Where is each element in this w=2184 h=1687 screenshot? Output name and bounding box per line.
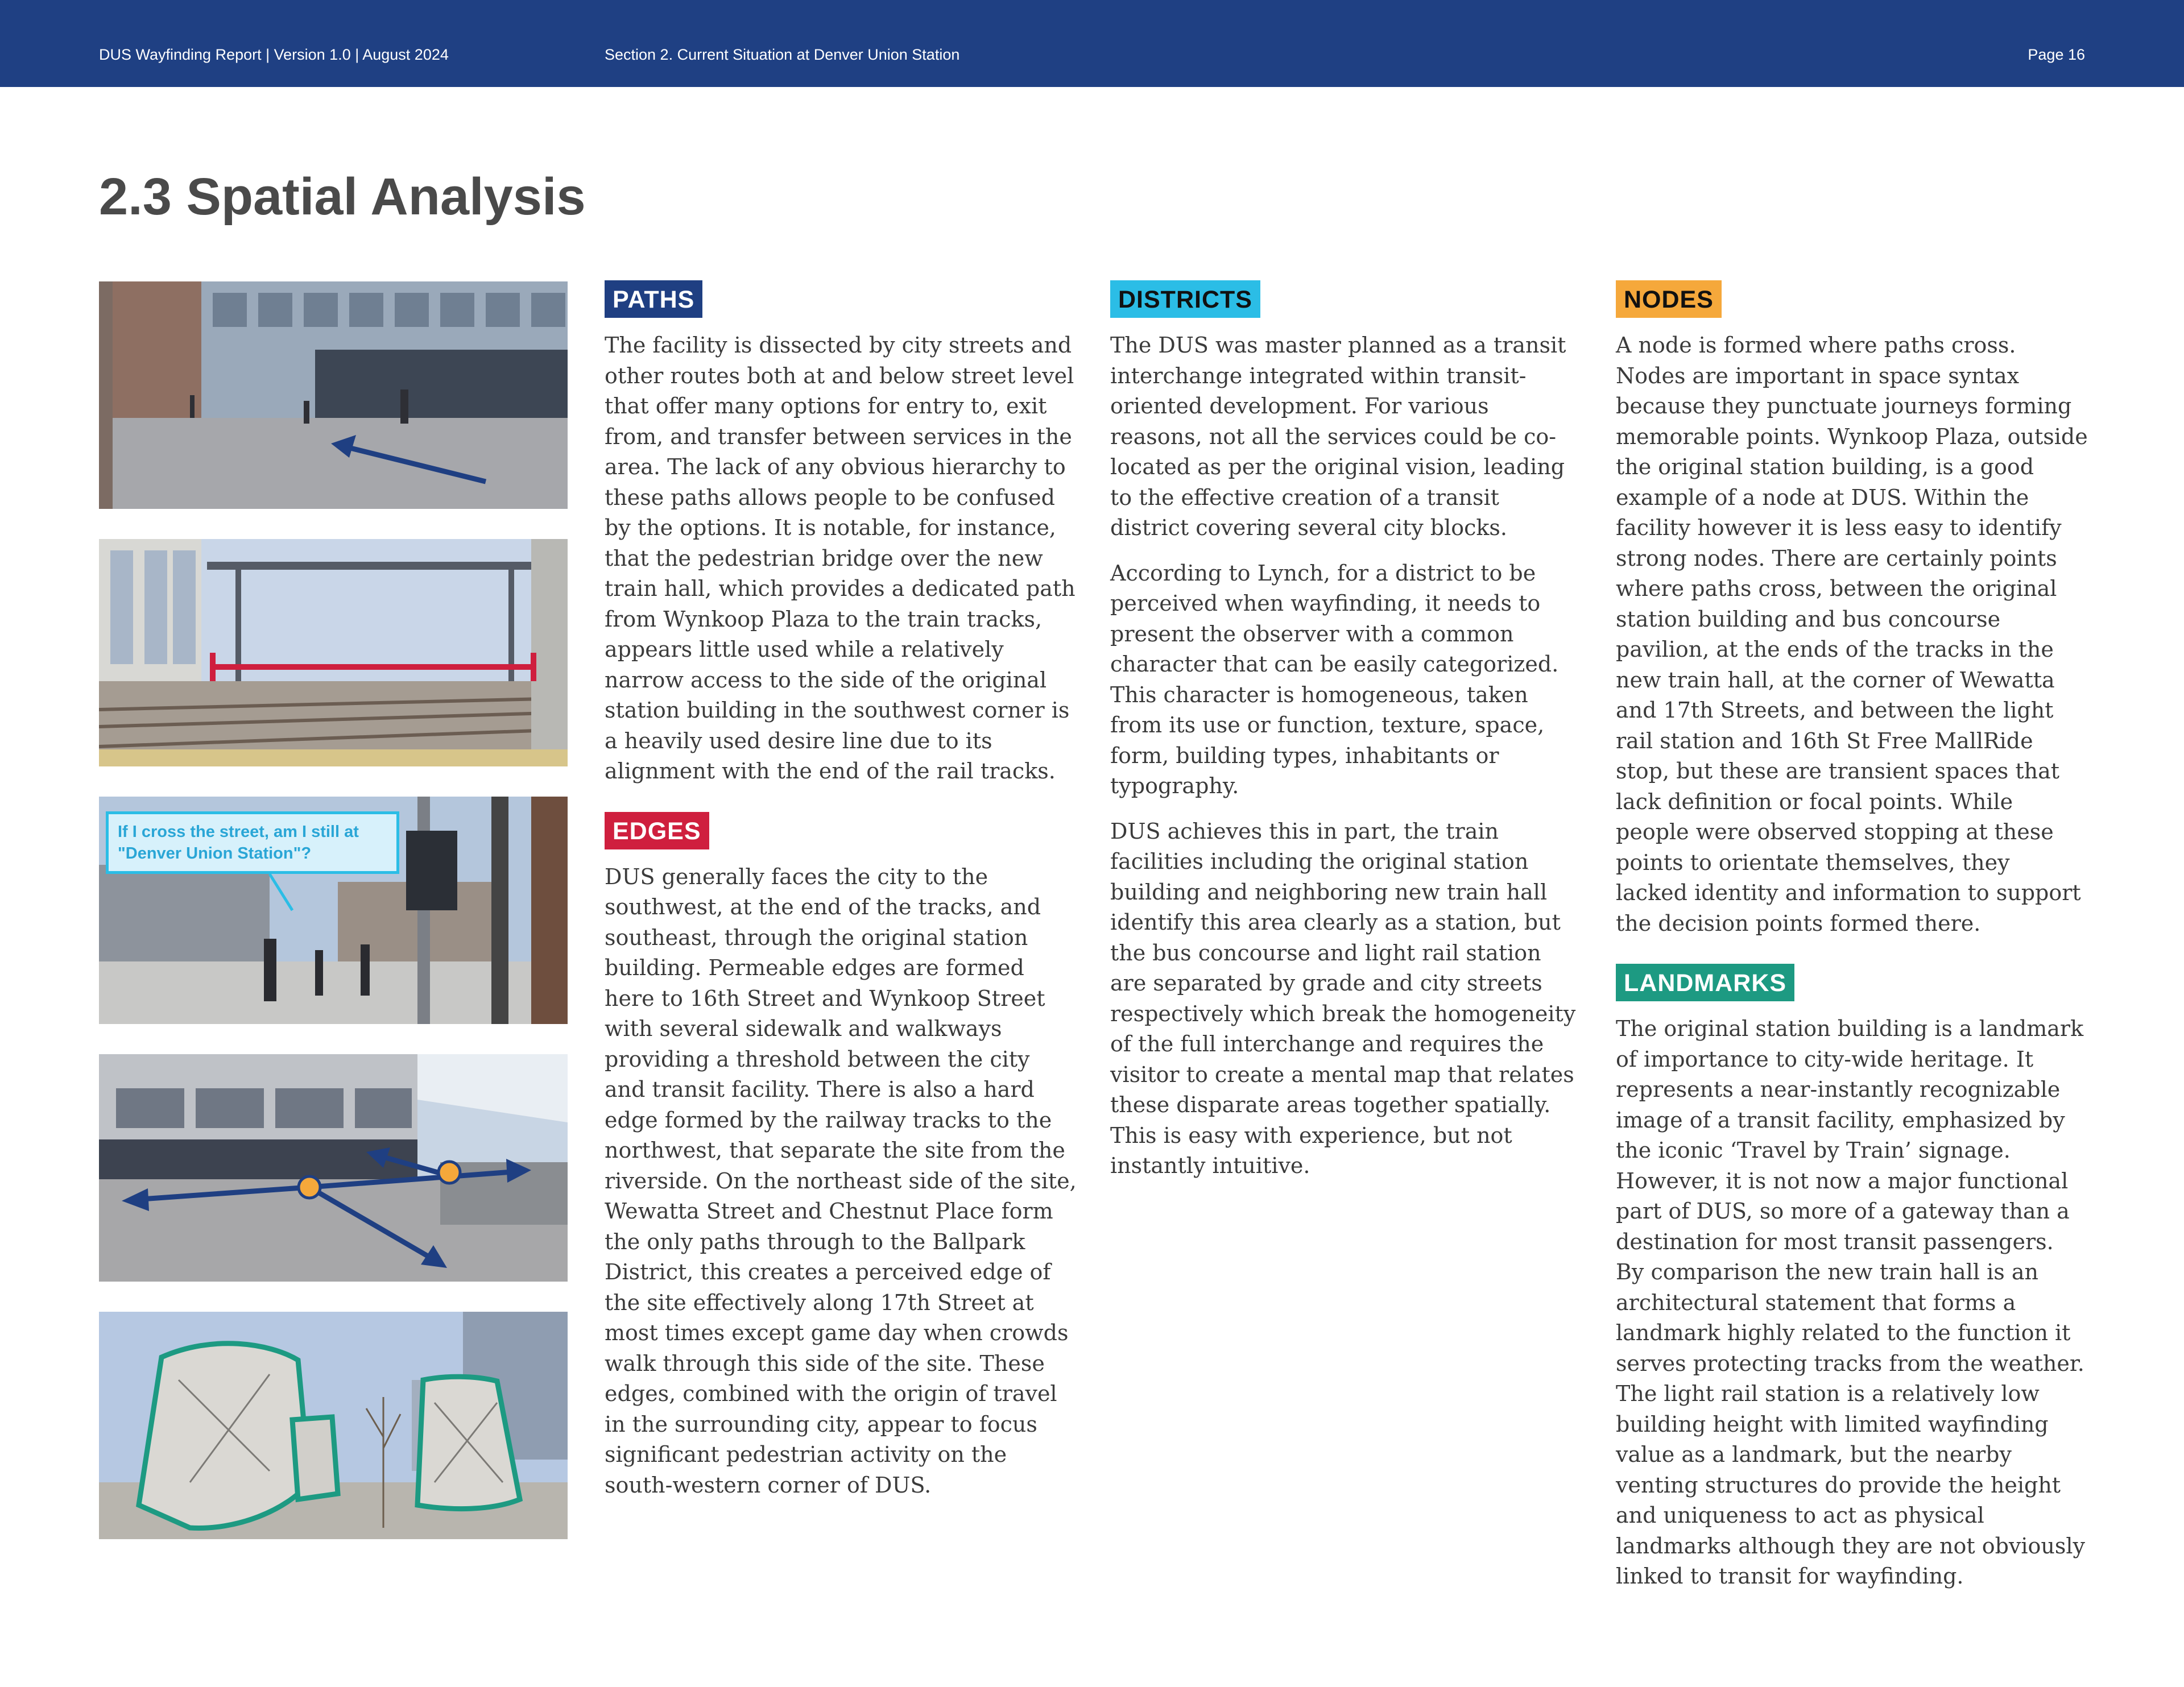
page-number: Page 16 [2028, 46, 2085, 63]
landmarks-photo-illustration [99, 1312, 568, 1539]
edges-paragraph: DUS generally faces the city to the southwest, at the end of the tracks, and southeast, through the original station building. Permeable edges are formed here to 16th Street and Wynkoop Street with several sidewalk and walkways providing a threshold between the city and transit facility. There is also a hard edge formed by the railway tracks to the northwest, that separate the site from the riverside. On the northeast side of the site, Wewatta Street and Chestnut Place form the only paths through to the Ballpark District, this creates a perceived edge of the site effectively along 17th Street at most times except game day when crowds walk through this side of the site. These edges, combined with the origin of travel in the surrounding city, appear to focus significant pedestrian activity on the south-western corner of DUS. [605, 864, 1077, 1498]
column-paths-edges [605, 280, 1077, 1515]
edges-callout: If I cross the street, am I still at "Denver Union Station"? [106, 811, 399, 874]
nodes-paragraph: A node is formed where paths cross. Nodes are important in space syntax because they punctuate journeys forming memorable points. Wynkoop Plaza, outside the original station building, is a good example of a node at DUS. Within the facility however it is less easy to identify strong nodes. There are certainly points where paths cross, between the original station building and bus concourse pavilion, at the ends of the tracks in the new train hall, at the corner of Wewatta and 17th Streets, and between the light rail station and 16th St Free MallRide stop, but these are transient spaces that lack definition or focal points. While people were observed stopping at these points to orientate themselves, they lacked identity and information to support the decision points formed there. [1616, 333, 2088, 936]
districts-paragraph-2: According to Lynch, for a district to be perceived when wayfinding, it needs to present the observer with a common character that can be easily categorized. This character is homogeneous, taken from its use or function, texture, space, form, building types, inhabitants or typography. [1110, 560, 1559, 798]
nodes-photo [99, 1054, 568, 1282]
landmarks-paragraph: The original station building is a landmark of importance to city-wide heritage. It represents a near-instantly recognizable image of a transit facility, emphasized by the iconic ‘Travel by Train’ signage. However, it is not now a major functional part of DUS, so more of a gateway than a destination for most transit passengers. By comparison the new train hall is an architectural statement that forms a landmark highly related to the function it serves protecting tracks from the weather. The light rail station is a relatively low building height with limited wayfinding value as a landmark, but the nearby venting structures do provide the height and uniqueness to act as physical landmarks although they are not obviously linked to transit for wayfinding. [1616, 1016, 2086, 1589]
edges-heading: EDGES [605, 812, 709, 849]
column-districts [1110, 280, 1582, 1196]
paths-photo [99, 281, 568, 509]
paths-heading: PATHS [605, 280, 702, 318]
edges-rail-photo [99, 539, 568, 766]
edges-street-photo [99, 797, 568, 1024]
section-title: Section 2. Current Situation at Denver Union Station [605, 46, 960, 63]
paths-photo-illustration [99, 281, 568, 509]
landmarks-photo [99, 1312, 568, 1539]
districts-paragraph-1: The DUS was master planned as a transit interchange integrated within transit-oriented development. For various reasons, not all the services could be co-located as per the original vision, leading to the effective creation of a transit district covering several city blocks. [1110, 333, 1566, 540]
nodes-photo-illustration [99, 1054, 568, 1282]
districts-paragraph-3: DUS achieves this in part, the train facilities including the original station building and neighboring new train hall identify this area clearly as a station, but the bus concourse and light rail station are separated by grade and city streets respectively which break the homogeneity of the full interchange and requires the visitor to create a mental map that relates these disparate areas together spatially. This is easy with experience, but not instantly intuitive. [1110, 818, 1576, 1178]
page-title: 2.3 Spatial Analysis [99, 168, 586, 226]
header-bar [0, 0, 2184, 87]
nodes-heading: NODES [1616, 280, 1722, 318]
edges-rail-photo-illustration [99, 539, 568, 766]
paths-paragraph: The facility is dissected by city streets and other routes both at and below street level that offer many options for entry to, exit from, and transfer between services in the area. The lack of any obvious hierarchy to these paths allows people to be confused by the options. It is notable, for instance, that the pedestrian bridge over the new train hall, which provides a dedicated path from Wynkoop Plaza to the train tracks, appears little used while a relatively narrow access to the side of the original station building in the southwest corner is a heavily used desire line due to its alignment with the end of the rail tracks. [605, 333, 1076, 784]
districts-heading: DISTRICTS [1110, 280, 1260, 318]
column-nodes-landmarks [1616, 280, 2088, 1607]
landmarks-heading: LANDMARKS [1616, 964, 1794, 1001]
report-title: DUS Wayfinding Report | Version 1.0 | August 2024 [99, 46, 449, 63]
